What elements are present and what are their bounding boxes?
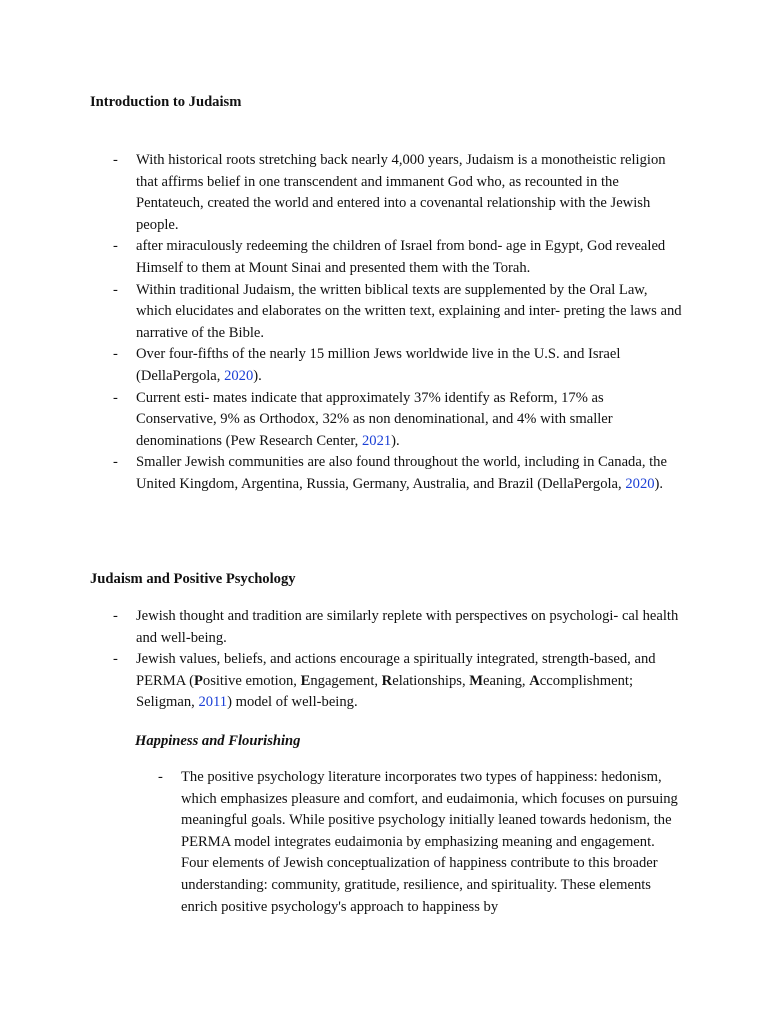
citation-link[interactable]: 2021 bbox=[361, 432, 392, 449]
section-heading-positive-psychology: Judaism and Positive Psychology bbox=[90, 571, 296, 587]
bullet-text: Jewish thought and tradition are similarly replete with perspectives on psychologi- cal health and well-being. bbox=[136, 608, 679, 646]
list-item bbox=[113, 236, 683, 279]
bullet-dash: - bbox=[113, 454, 118, 471]
list-item bbox=[113, 280, 683, 345]
section-heading-introduction: Introduction to Judaism bbox=[90, 94, 242, 110]
bullet-text: Within traditional Judaism, the written biblical texts are supplemented by the Oral Law, which elucidates and elaborates on the written text, explaining and inter- preting the laws and narrative of the Bible. bbox=[136, 281, 682, 341]
citation-link[interactable]: 2020 bbox=[625, 475, 655, 492]
positive-psychology-bullet-list bbox=[113, 606, 683, 714]
bullet-text: Smaller Jewish communities are also found throughout the world, including in Canada, the United Kingdom, Argentina, Russia, Germany, Australia, and Brazil (DellaPergola, 2020). bbox=[136, 454, 667, 492]
list-item bbox=[113, 606, 683, 649]
list-item bbox=[113, 649, 683, 714]
citation-link[interactable]: 2020 bbox=[224, 367, 254, 384]
bullet-text: With historical roots stretching back nearly 4,000 years, Judaism is a monotheistic religion that affirms belief in one transcendent and immanent God who, as recounted in the Pentateuch, created the world and entered into a covenantal relationship with the Jewish people. bbox=[136, 152, 666, 233]
bullet-text: The positive psychology literature incorporates two types of happiness: hedonism, which emphasizes pleasure and comfort, and eudaimonia, which focuses on pursuing meaningful goals. While positive psychology initially leaned towards hedonism, the PERMA model integrates eudaimonia by emphasizing meaning and engagement. Four elements of Jewish conceptualization of happiness contribute to this broader understanding: community, gratitude, resilience, and spirituality. These elements enrich positive psychology's approach to happiness by bbox=[181, 769, 678, 915]
citation-link[interactable]: 2011 bbox=[198, 694, 228, 711]
bullet-text: Jewish values, beliefs, and actions encourage a spiritually integrated, strength-based, and PERMA (Positive emotion, Engagement, Relationships, Meaning, Accomplishment; Seligman, 2011) model of well-being. bbox=[136, 651, 656, 711]
bullet-dash: - bbox=[113, 346, 118, 363]
bullet-dash: - bbox=[158, 769, 163, 785]
bullet-dash: - bbox=[113, 238, 118, 255]
list-item bbox=[113, 452, 683, 495]
introduction-bullet-list bbox=[113, 150, 683, 496]
bullet-text: after miraculously redeeming the children of Israel from bond- age in Egypt, God revealed Himself to them at Mount Sinai and presented them with the Torah. bbox=[136, 238, 666, 276]
list-item bbox=[113, 388, 683, 453]
bullet-dash: - bbox=[113, 389, 118, 406]
bullet-dash: - bbox=[113, 152, 118, 168]
list-item bbox=[113, 344, 683, 387]
happiness-bullet-list bbox=[158, 767, 683, 918]
bullet-dash: - bbox=[113, 281, 118, 298]
bullet-text: Over four-fifths of the nearly 15 million Jews worldwide live in the U.S. and Israel (DellaPergola, 2020). bbox=[136, 346, 621, 384]
bullet-dash: - bbox=[113, 651, 118, 668]
list-item bbox=[158, 767, 683, 918]
subsection-heading-happiness: Happiness and Flourishing bbox=[135, 733, 301, 749]
bullet-text: Current esti- mates indicate that approximately 37% identify as Reform, 17% as Conservative, 9% as Orthodox, 32% as non denominational, and 4% with smaller denominations (Pew Research Center, 2021). bbox=[136, 389, 613, 449]
list-item bbox=[113, 150, 683, 236]
bullet-dash: - bbox=[113, 608, 118, 624]
